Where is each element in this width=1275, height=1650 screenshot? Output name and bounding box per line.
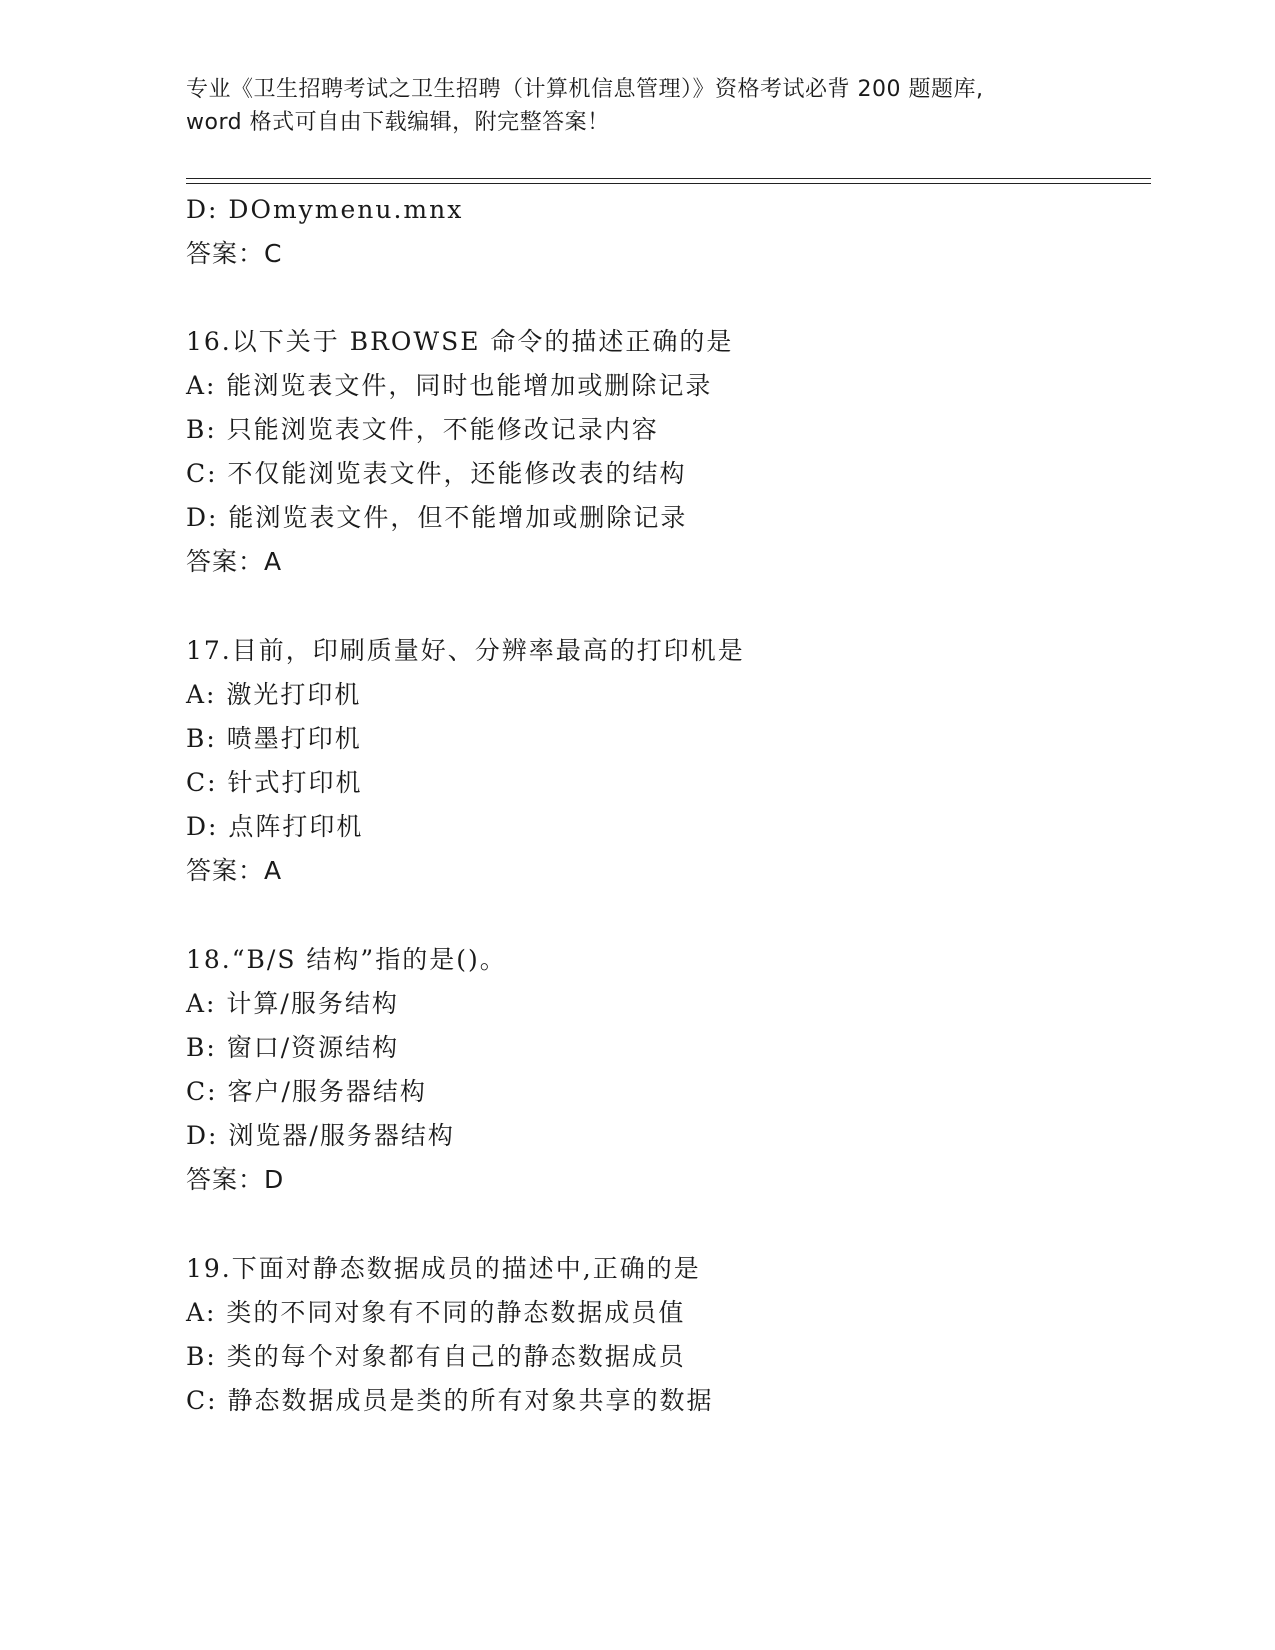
q17-question: 17.目前，印刷质量好、分辨率最高的打印机是	[186, 636, 745, 665]
q19-option-a: A: 类的不同对象有不同的静态数据成员值	[186, 1298, 686, 1327]
q17-option-a: A: 激光打印机	[186, 680, 362, 709]
q18-question: 18.“B/S 结构”指的是()。	[186, 945, 507, 974]
q18-option-d: D: 浏览器/服务器结构	[186, 1121, 455, 1150]
q18-option-b: B: 窗口/资源结构	[186, 1033, 400, 1062]
q18-option-a: A: 计算/服务结构	[186, 989, 399, 1018]
q15-answer: 答案：C	[186, 239, 283, 268]
q18-answer: 答案：D	[186, 1165, 285, 1194]
q16-option-d: D: 能浏览表文件，但不能增加或删除记录	[186, 503, 688, 532]
q18-option-c: C: 客户/服务器结构	[186, 1077, 427, 1106]
q19-option-c: C: 静态数据成员是类的所有对象共享的数据	[186, 1386, 714, 1415]
q16-option-b: B: 只能浏览表文件，不能修改记录内容	[186, 415, 659, 444]
header-title-line: 专业《卫生招聘考试之卫生招聘（计算机信息管理）》资格考试必背 200 题题库,	[186, 77, 984, 102]
q15-option-d: D: DOmymenu.mnx	[186, 195, 464, 224]
q16-option-a: A: 能浏览表文件，同时也能增加或删除记录	[186, 371, 713, 400]
q17-answer: 答案：A	[186, 856, 283, 885]
q17-option-d: D: 点阵打印机	[186, 812, 364, 841]
header-divider-bottom	[186, 183, 1151, 184]
q17-option-c: C: 针式打印机	[186, 768, 363, 797]
document-header	[186, 73, 1086, 139]
q17-option-b: B: 喷墨打印机	[186, 724, 362, 753]
q16-option-c: C: 不仅能浏览表文件，还能修改表的结构	[186, 459, 687, 488]
q16-question: 16.以下关于 BROWSE 命令的描述正确的是	[186, 327, 734, 356]
header-divider-top	[186, 178, 1151, 179]
q16-answer: 答案：A	[186, 547, 283, 576]
header-subtitle-line: word 格式可自由下载编辑，附完整答案！	[186, 110, 610, 135]
q19-question: 19.下面对静态数据成员的描述中,正确的是	[186, 1254, 701, 1283]
q19-option-b: B: 类的每个对象都有自己的静态数据成员	[186, 1342, 686, 1371]
